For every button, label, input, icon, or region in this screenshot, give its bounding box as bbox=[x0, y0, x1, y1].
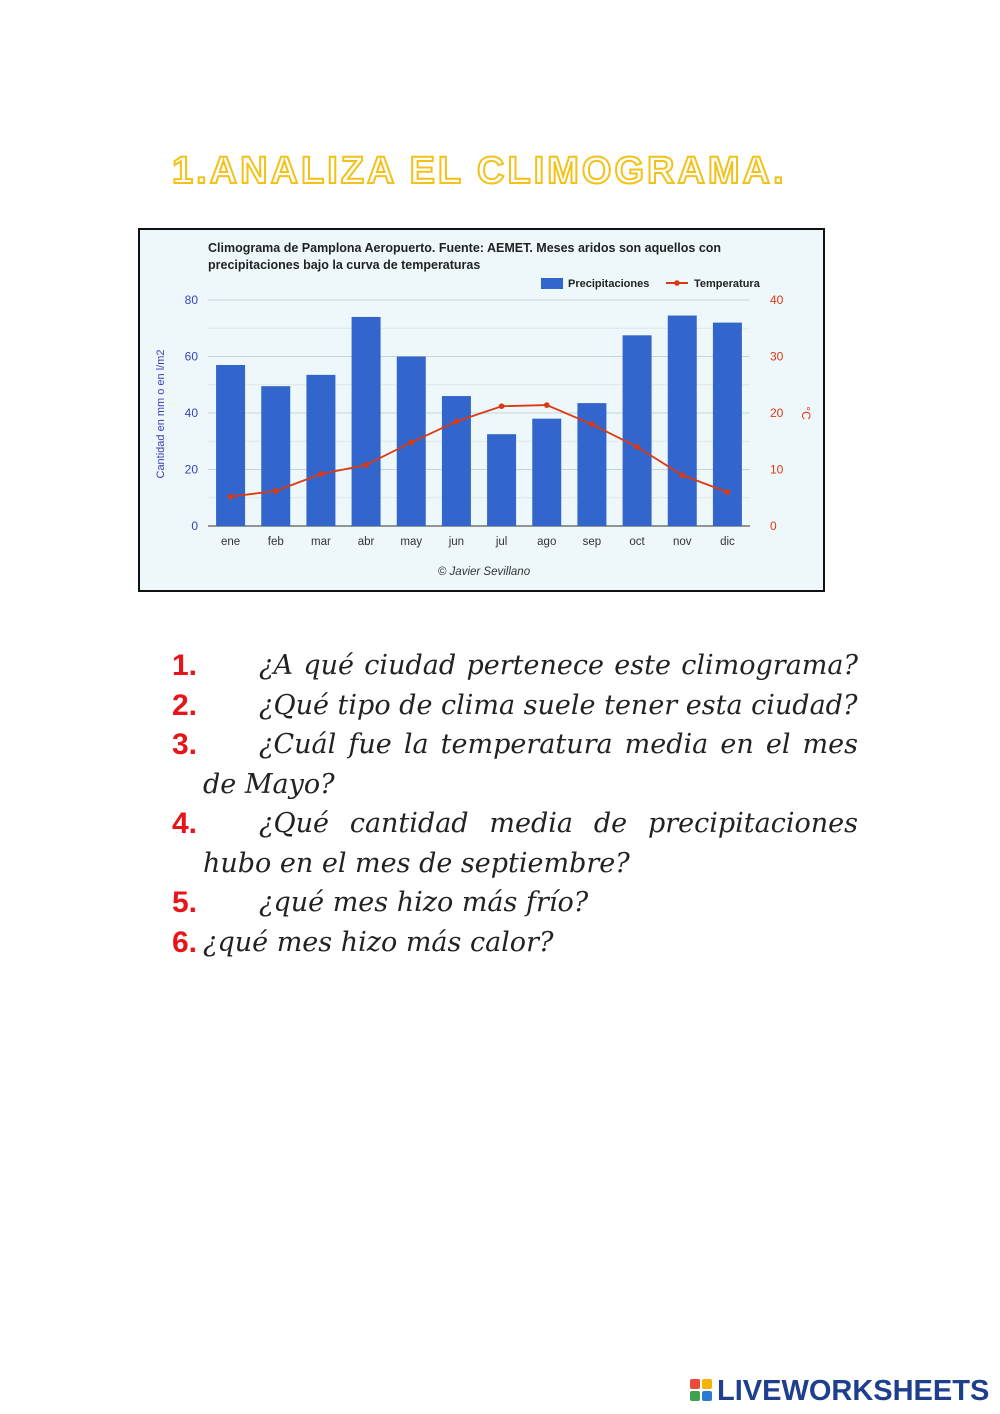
bar-jul bbox=[487, 434, 516, 526]
bar-nov bbox=[668, 316, 697, 526]
liveworksheets-logo-icon bbox=[690, 1379, 714, 1403]
question-text: ¿Qué cantidad media de precipitaciones hubo en el mes de septiembre? bbox=[203, 808, 858, 879]
question-number: 1. bbox=[172, 649, 198, 682]
question-number: 3. bbox=[172, 728, 198, 761]
y2-tick-label: 30 bbox=[770, 349, 784, 364]
bar-ene bbox=[216, 365, 245, 526]
x-tick-label: jun bbox=[448, 536, 465, 548]
x-tick-label: ene bbox=[220, 536, 241, 548]
question-text: ¿Cuál fue la temperatura media en el mes de Mayo? bbox=[203, 729, 858, 800]
liveworksheets-logo bbox=[690, 1375, 989, 1407]
temperature-point-ene bbox=[228, 494, 234, 500]
bar-dic bbox=[713, 323, 742, 526]
chart-title: Climograma de Pamplona Aeropuerto. Fuente: AEMET. Meses aridos son aquellos con bbox=[208, 241, 722, 255]
y-tick-label: 40 bbox=[184, 406, 198, 420]
logo-square bbox=[690, 1391, 700, 1401]
bar-mar bbox=[306, 375, 335, 526]
legend-label: Temperatura bbox=[694, 278, 760, 290]
y-axis-label: Cantidad en mm o en l/m2 bbox=[155, 349, 167, 479]
chart-credit: © Javier Sevillano bbox=[437, 566, 531, 578]
legend-swatch-temperatura-dot bbox=[674, 280, 680, 286]
temperature-point-may bbox=[408, 440, 414, 446]
logo-text: LIVEWORKSHEETS bbox=[717, 1374, 990, 1407]
temperature-point-abr bbox=[363, 462, 369, 468]
temperature-point-dic bbox=[725, 489, 731, 495]
question-number: 2. bbox=[172, 688, 198, 722]
y-tick-label: 80 bbox=[184, 293, 198, 307]
chart-title: precipitaciones bajo la curva de temperaturas bbox=[208, 258, 481, 272]
legend-label: Precipitaciones bbox=[568, 278, 650, 290]
bar-abr bbox=[352, 317, 381, 526]
x-tick-label: sep bbox=[582, 536, 602, 548]
question-number: 4. bbox=[172, 807, 198, 840]
question-text: ¿Qué tipo de clima suele tener esta ciudad? bbox=[259, 689, 858, 721]
x-tick-label: ago bbox=[537, 536, 557, 548]
x-tick-label: feb bbox=[267, 536, 284, 548]
x-tick-label: nov bbox=[672, 536, 692, 548]
x-tick-label: dic bbox=[720, 536, 735, 548]
temperature-point-jul bbox=[499, 403, 505, 409]
legend-swatch-precipitaciones bbox=[541, 278, 563, 289]
x-tick-label: mar bbox=[311, 536, 331, 548]
logo-square bbox=[702, 1379, 712, 1389]
logo-square bbox=[702, 1391, 712, 1401]
question-item bbox=[172, 725, 858, 804]
question-text: ¿qué mes hizo más frío? bbox=[259, 887, 589, 918]
bar-feb bbox=[261, 386, 290, 526]
temperature-point-sep bbox=[589, 422, 595, 428]
temperature-point-oct bbox=[634, 444, 640, 450]
x-tick-label: oct bbox=[629, 536, 645, 548]
bar-oct bbox=[623, 335, 652, 526]
y2-tick-label: 20 bbox=[770, 406, 784, 420]
x-tick-label: jul bbox=[495, 536, 508, 548]
question-item bbox=[172, 883, 858, 923]
worksheet-heading: 1.ANALIZA EL CLIMOGRAMA. bbox=[172, 150, 787, 192]
question-item bbox=[172, 686, 858, 726]
climograph-svg bbox=[140, 230, 823, 590]
y2-tick-label: 10 bbox=[770, 462, 784, 477]
x-tick-label: may bbox=[400, 536, 423, 548]
question-number: 6. bbox=[172, 925, 198, 959]
bar-jun bbox=[442, 396, 471, 526]
y-tick-label: 20 bbox=[184, 462, 198, 477]
y2-tick-label: 40 bbox=[770, 293, 784, 307]
question-text: ¿A qué ciudad pertenece este climograma? bbox=[259, 650, 858, 681]
y-tick-label: 0 bbox=[191, 519, 198, 533]
logo-square bbox=[690, 1379, 700, 1389]
temperature-point-mar bbox=[318, 471, 324, 477]
y2-axis-label: °C bbox=[799, 406, 813, 420]
temperature-point-feb bbox=[273, 488, 279, 494]
temperature-point-nov bbox=[679, 472, 685, 478]
climograph-chart bbox=[138, 228, 825, 592]
bar-ago bbox=[532, 419, 561, 526]
y-tick-label: 60 bbox=[184, 349, 198, 364]
x-tick-label: abr bbox=[357, 536, 375, 548]
temperature-point-jun bbox=[454, 419, 460, 425]
temperature-point-ago bbox=[544, 402, 550, 408]
y2-tick-label: 0 bbox=[770, 519, 777, 533]
question-item bbox=[172, 923, 858, 963]
question-text: ¿qué mes hizo más calor? bbox=[203, 926, 554, 958]
questions-list bbox=[172, 646, 858, 962]
temperature-line bbox=[231, 405, 728, 497]
question-number: 5. bbox=[172, 886, 198, 919]
question-item bbox=[172, 646, 858, 686]
question-item bbox=[172, 804, 858, 883]
